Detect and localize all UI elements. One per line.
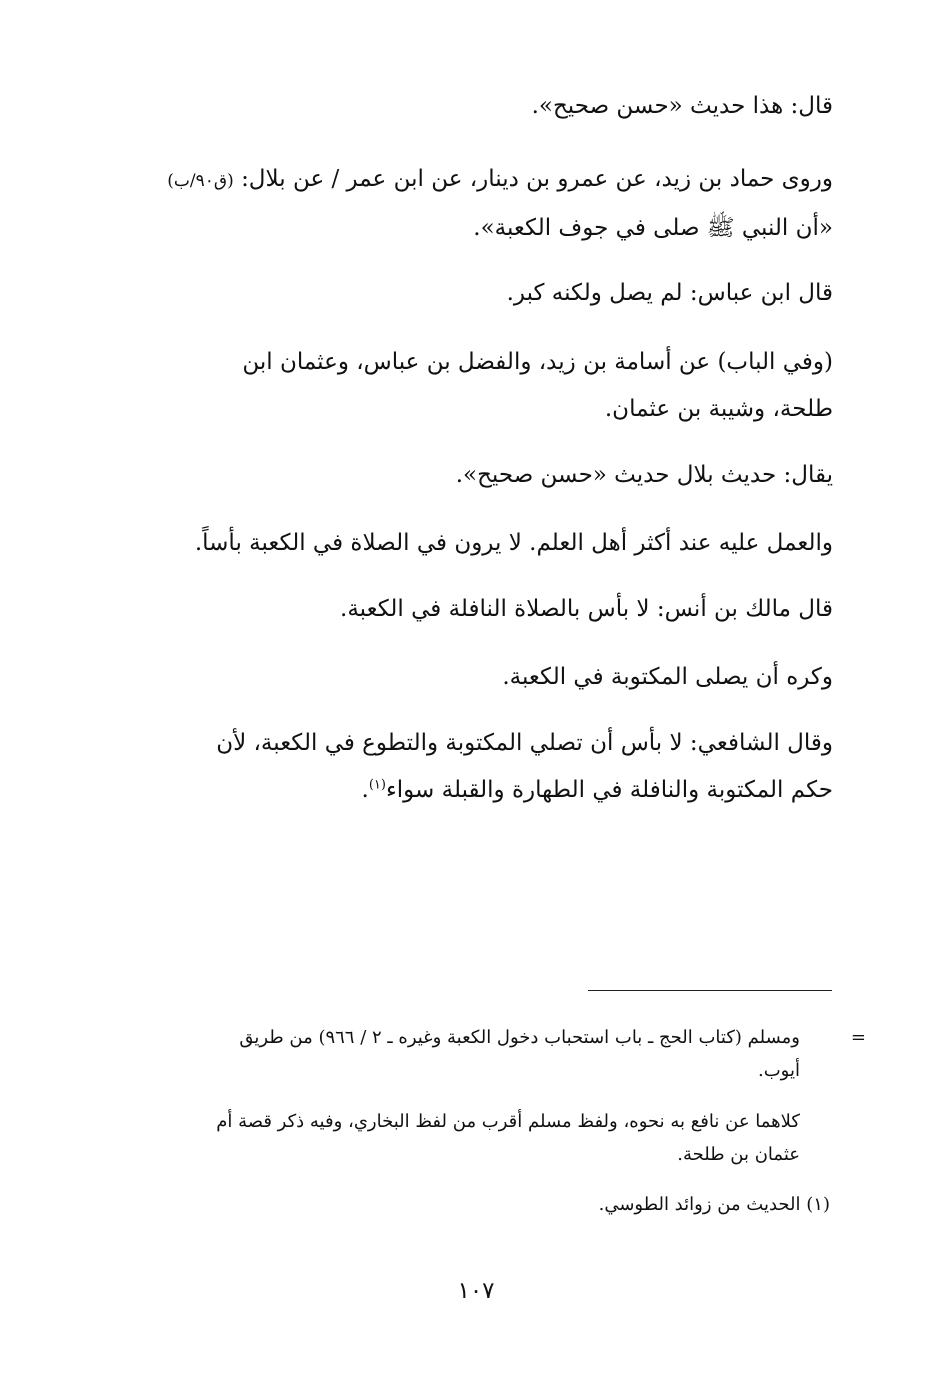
paragraph-4-line-1: (وفي الباب) عن أسامة بن زيد، والفضل بن عباس، وعثمان ابن	[242, 349, 833, 375]
page-number: ١٠٧	[457, 1278, 495, 1304]
paragraph-2	[108, 156, 833, 252]
paragraph-3	[108, 270, 833, 317]
paragraph-9	[108, 720, 833, 814]
paragraph-9-end: .	[361, 777, 369, 803]
paragraph-8-line: وكره أن يصلى المكتوبة في الكعبة.	[502, 664, 833, 690]
footnote-commentary-line-2: عثمان بن طلحة.	[677, 1144, 800, 1165]
paragraph-7	[108, 586, 833, 633]
paragraph-9-line-1: وقال الشافعي: لا بأس أن تصلي المكتوبة والتطوع في الكعبة، لأن	[216, 730, 833, 756]
paragraph-6-line: والعمل عليه عند أكثر أهل العلم. لا يرون في الصلاة في الكعبة بأساً.	[194, 530, 833, 556]
paragraph-7-line: قال مالك بن أنس: لا بأس بالصلاة النافلة في الكعبة.	[340, 596, 833, 622]
paragraph-5	[108, 452, 833, 499]
paragraph-6	[108, 520, 833, 567]
manuscript-folio-reference: (ق٩٠/ب)	[167, 171, 234, 191]
footnote-1-text: (١) الحديث من زوائد الطوسي.	[598, 1194, 830, 1215]
paragraph-2-line-1	[108, 156, 833, 205]
paragraph-2-text-1: وروى حماد بن زيد، عن عمرو بن دينار، عن ابن عمر / عن بلال:	[241, 166, 833, 192]
footnote-1	[108, 1188, 838, 1221]
paragraph-3-line: قال ابن عباس: لم يصل ولكنه كبر.	[506, 280, 833, 306]
footnote-continuation-marker: =	[850, 1027, 866, 1048]
paragraph-8	[108, 654, 833, 701]
paragraph-1-line: قال: هذا حديث «حسن صحيح».	[531, 93, 833, 119]
footnote-reference-1: (١)	[368, 777, 386, 793]
footnote-continuation-line-1: ومسلم (كتاب الحج ـ باب استحباب دخول الكعبة وغيره ـ ٢ / ٩٦٦) من طريق	[239, 1027, 800, 1048]
paragraph-2-line-2: «أن النبي ﷺ صلى في جوف الكعبة».	[473, 215, 833, 241]
footnote-continuation	[108, 1021, 866, 1087]
paragraph-4	[108, 339, 833, 433]
paragraph-9-text-2: حكم المكتوبة والنافلة في الطهارة والقبلة سواء	[385, 777, 833, 803]
paragraph-1	[108, 83, 833, 130]
footnote-continuation-line-2: أيوب.	[758, 1060, 800, 1081]
paragraph-4-line-2: طلحة، وشيبة بن عثمان.	[604, 396, 833, 422]
footnote-commentary	[108, 1105, 838, 1171]
paragraph-9-line-2	[108, 767, 833, 814]
footnote-commentary-line-1: كلاهما عن نافع به نحوه، ولفظ مسلم أقرب من لفظ البخاري، وفيه ذكر قصة أم	[216, 1111, 800, 1132]
paragraph-5-line: يقال: حديث بلال حديث «حسن صحيح».	[455, 462, 833, 488]
footnote-separator	[588, 990, 832, 991]
